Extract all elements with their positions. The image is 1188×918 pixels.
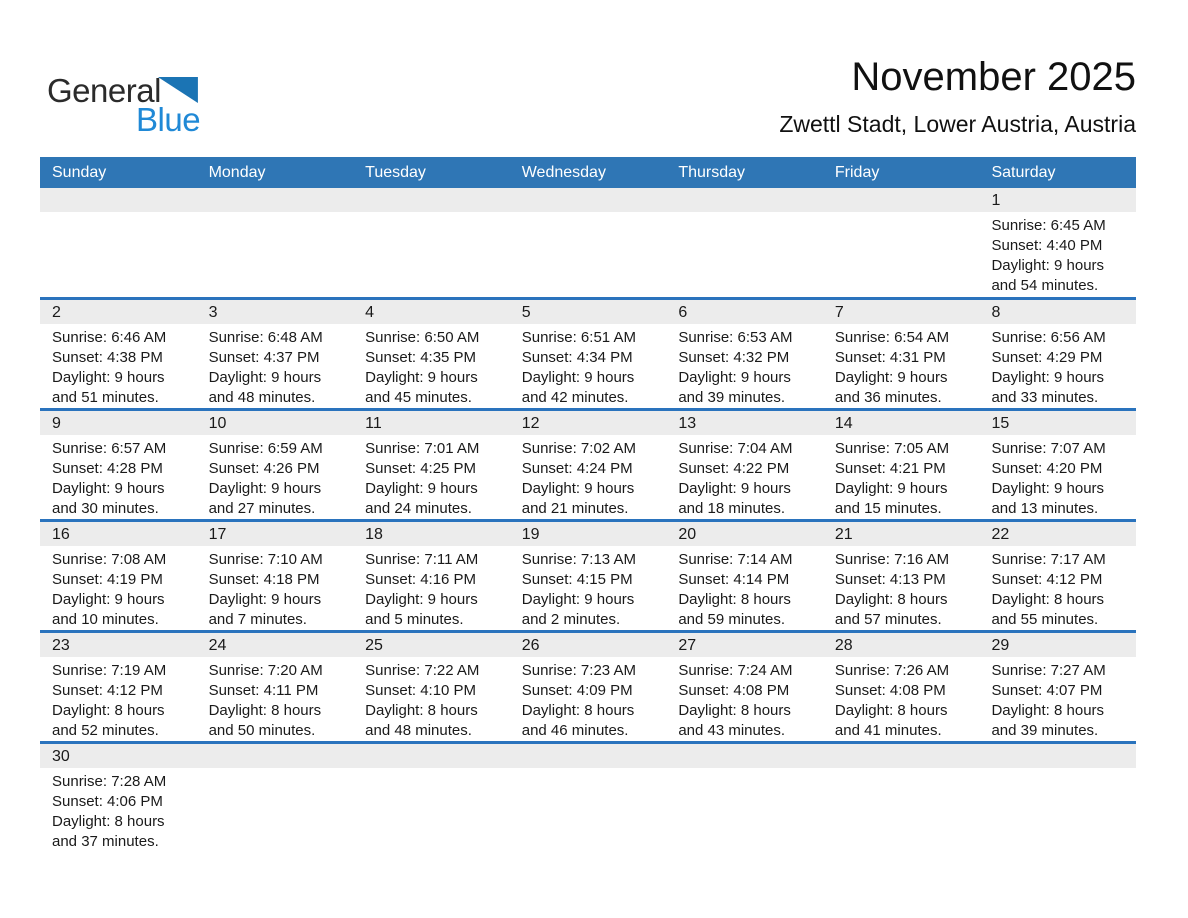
logo-triangle-icon [158, 77, 198, 103]
sunrise-text: Sunrise: 6:48 AM [208, 329, 323, 346]
sunset-text: Sunset: 4:18 PM [208, 571, 320, 588]
empty-cell [40, 188, 197, 297]
page-title: November 2025 [851, 55, 1136, 99]
sunrise-text: Sunrise: 7:07 AM [991, 440, 1106, 457]
week-row-6 [40, 741, 1136, 852]
sunset-text: Sunset: 4:28 PM [52, 460, 163, 477]
date-band-empty [823, 744, 980, 768]
empty-cell [197, 188, 354, 297]
week-row-5 [40, 630, 1136, 741]
date-number: 28 [823, 633, 980, 657]
weekday-header-thursday: Thursday [678, 163, 746, 181]
day-cell-15 [979, 411, 1136, 519]
day-info [40, 324, 197, 408]
sunset-text: Sunset: 4:10 PM [365, 682, 477, 699]
day-cell-14 [823, 411, 980, 519]
sunset-text: Sunset: 4:29 PM [991, 349, 1103, 366]
day-info [510, 435, 667, 519]
page-header [0, 0, 1188, 157]
day-info [666, 546, 823, 630]
empty-cell [823, 188, 980, 297]
sunset-text: Sunset: 4:32 PM [678, 349, 790, 366]
day-info-empty [979, 768, 1136, 772]
day-cell-2 [40, 300, 197, 408]
day-cell-28 [823, 633, 980, 741]
date-number: 24 [197, 633, 354, 657]
empty-cell [510, 188, 667, 297]
daylight-text: Daylight: 9 hours and 42 minutes. [521, 369, 635, 406]
sunrise-text: Sunrise: 7:13 AM [521, 551, 636, 568]
day-info [40, 435, 197, 519]
day-cell-8 [979, 300, 1136, 408]
date-band-empty [510, 744, 667, 768]
daylight-text: Daylight: 9 hours and 18 minutes. [678, 480, 791, 517]
sunrise-text: Sunrise: 7:19 AM [52, 662, 167, 679]
date-band-empty [666, 188, 823, 212]
date-number: 18 [353, 522, 510, 546]
date-band-empty [353, 188, 510, 212]
day-cell-17 [197, 522, 354, 630]
day-info-empty [353, 768, 510, 772]
date-number: 25 [353, 633, 510, 657]
sunrise-text: Sunrise: 7:17 AM [991, 551, 1106, 568]
day-info [197, 657, 354, 741]
date-number: 5 [510, 300, 667, 324]
date-number: 7 [823, 300, 980, 324]
daylight-text: Daylight: 9 hours and 13 minutes. [991, 480, 1105, 517]
sunset-text: Sunset: 4:37 PM [208, 349, 320, 366]
day-info-empty [666, 212, 823, 216]
day-info [197, 546, 354, 630]
weekday-header-saturday: Saturday [991, 163, 1056, 181]
sunset-text: Sunset: 4:24 PM [521, 460, 633, 477]
weekday-header-wednesday: Wednesday [521, 163, 606, 181]
sunset-text: Sunset: 4:14 PM [678, 571, 790, 588]
week-row-4 [40, 519, 1136, 630]
day-info-empty [823, 212, 980, 216]
date-number: 15 [979, 411, 1136, 435]
date-number: 10 [197, 411, 354, 435]
sunset-text: Sunset: 4:12 PM [52, 682, 163, 699]
day-info [979, 657, 1136, 741]
logo-word-blue: Blue [136, 101, 201, 138]
sunrise-text: Sunrise: 7:08 AM [52, 551, 167, 568]
sunset-text: Sunset: 4:22 PM [678, 460, 790, 477]
date-number: 16 [40, 522, 197, 546]
daylight-text: Daylight: 9 hours and 5 minutes. [365, 591, 478, 628]
daylight-text: Daylight: 8 hours and 48 minutes. [365, 702, 478, 739]
sunset-text: Sunset: 4:06 PM [52, 793, 163, 810]
daylight-text: Daylight: 8 hours and 46 minutes. [521, 702, 635, 739]
date-number: 22 [979, 522, 1136, 546]
daylight-text: Daylight: 9 hours and 7 minutes. [208, 591, 322, 628]
daylight-text: Daylight: 9 hours and 2 minutes. [521, 591, 635, 628]
sunrise-text: Sunrise: 6:59 AM [208, 440, 323, 457]
day-cell-23 [40, 633, 197, 741]
date-number: 19 [510, 522, 667, 546]
sunrise-text: Sunrise: 7:24 AM [678, 662, 793, 679]
day-info-empty [510, 212, 667, 216]
date-number: 26 [510, 633, 667, 657]
date-number: 8 [979, 300, 1136, 324]
date-number: 3 [197, 300, 354, 324]
calendar [40, 157, 1136, 852]
sunrise-text: Sunrise: 6:46 AM [52, 329, 167, 346]
sunrise-text: Sunrise: 7:05 AM [834, 440, 950, 457]
day-info [666, 324, 823, 408]
empty-cell [197, 744, 354, 852]
day-cell-1 [979, 188, 1136, 297]
day-cell-18 [353, 522, 510, 630]
day-info-empty [823, 768, 980, 772]
date-number: 21 [823, 522, 980, 546]
daylight-text: Daylight: 9 hours and 30 minutes. [52, 480, 165, 517]
day-info-empty [197, 768, 354, 772]
sunrise-text: Sunrise: 6:54 AM [834, 329, 950, 346]
day-cell-30 [40, 744, 197, 852]
day-info [40, 657, 197, 741]
sunset-text: Sunset: 4:08 PM [678, 682, 790, 699]
day-cell-5 [510, 300, 667, 408]
date-number: 1 [979, 188, 1136, 212]
weekday-header-tuesday: Tuesday [365, 163, 426, 181]
day-cell-20 [666, 522, 823, 630]
daylight-text: Daylight: 9 hours and 33 minutes. [991, 369, 1105, 406]
day-info [979, 435, 1136, 519]
day-cell-3 [197, 300, 354, 408]
weekday-header-monday: Monday [208, 163, 266, 181]
calendar-grid [40, 188, 1136, 852]
date-number: 23 [40, 633, 197, 657]
empty-cell [353, 188, 510, 297]
date-band-empty [666, 744, 823, 768]
day-info [510, 657, 667, 741]
date-number: 27 [666, 633, 823, 657]
sunrise-text: Sunrise: 7:14 AM [678, 551, 793, 568]
day-cell-4 [353, 300, 510, 408]
day-cell-10 [197, 411, 354, 519]
sunrise-text: Sunrise: 7:10 AM [208, 551, 323, 568]
sunrise-text: Sunrise: 7:01 AM [365, 440, 480, 457]
day-cell-24 [197, 633, 354, 741]
sunrise-text: Sunrise: 6:50 AM [365, 329, 480, 346]
sunrise-text: Sunrise: 7:27 AM [991, 662, 1106, 679]
day-info [353, 324, 510, 408]
date-band-empty [979, 744, 1136, 768]
date-band-empty [353, 744, 510, 768]
day-info-empty [197, 212, 354, 216]
sunset-text: Sunset: 4:21 PM [834, 460, 946, 477]
day-cell-6 [666, 300, 823, 408]
date-band-empty [197, 188, 354, 212]
day-cell-25 [353, 633, 510, 741]
day-cell-29 [979, 633, 1136, 741]
sunrise-text: Sunrise: 7:16 AM [834, 551, 950, 568]
sunset-text: Sunset: 4:11 PM [208, 682, 319, 699]
day-cell-11 [353, 411, 510, 519]
weekday-header-sunday: Sunday [52, 163, 107, 181]
day-cell-13 [666, 411, 823, 519]
daylight-text: Daylight: 9 hours and 51 minutes. [52, 369, 165, 406]
sunset-text: Sunset: 4:31 PM [834, 349, 946, 366]
sunrise-text: Sunrise: 6:51 AM [521, 329, 636, 346]
day-info [197, 324, 354, 408]
day-cell-22 [979, 522, 1136, 630]
daylight-text: Daylight: 9 hours and 15 minutes. [834, 480, 948, 517]
day-info [979, 212, 1136, 296]
day-cell-27 [666, 633, 823, 741]
day-info-empty [666, 768, 823, 772]
daylight-text: Daylight: 8 hours and 41 minutes. [834, 702, 948, 739]
day-cell-7 [823, 300, 980, 408]
empty-cell [979, 744, 1136, 852]
sunrise-text: Sunrise: 7:23 AM [521, 662, 636, 679]
daylight-text: Daylight: 8 hours and 52 minutes. [52, 702, 165, 739]
date-number: 29 [979, 633, 1136, 657]
day-info [40, 768, 197, 852]
sunrise-text: Sunrise: 7:02 AM [521, 440, 636, 457]
date-number: 11 [353, 411, 510, 435]
date-number: 2 [40, 300, 197, 324]
day-info-empty [40, 212, 197, 216]
sunset-text: Sunset: 4:15 PM [521, 571, 633, 588]
day-cell-9 [40, 411, 197, 519]
sunrise-text: Sunrise: 6:53 AM [678, 329, 793, 346]
general-blue-logo [47, 74, 200, 136]
date-band-empty [40, 188, 197, 212]
sunset-text: Sunset: 4:19 PM [52, 571, 163, 588]
day-info [823, 435, 980, 519]
sunrise-text: Sunrise: 7:11 AM [365, 551, 479, 568]
daylight-text: Daylight: 8 hours and 39 minutes. [991, 702, 1105, 739]
sunset-text: Sunset: 4:34 PM [521, 349, 633, 366]
day-info [40, 546, 197, 630]
title-block [779, 55, 1136, 138]
daylight-text: Daylight: 9 hours and 45 minutes. [365, 369, 478, 406]
sunrise-text: Sunrise: 7:28 AM [52, 773, 167, 790]
week-row-2 [40, 297, 1136, 408]
sunrise-text: Sunrise: 6:56 AM [991, 329, 1106, 346]
sunset-text: Sunset: 4:07 PM [991, 682, 1103, 699]
daylight-text: Daylight: 9 hours and 27 minutes. [208, 480, 322, 517]
date-band-empty [823, 188, 980, 212]
empty-cell [510, 744, 667, 852]
day-cell-16 [40, 522, 197, 630]
daylight-text: Daylight: 8 hours and 57 minutes. [834, 591, 948, 628]
date-number: 9 [40, 411, 197, 435]
daylight-text: Daylight: 8 hours and 37 minutes. [52, 813, 165, 850]
daylight-text: Daylight: 9 hours and 24 minutes. [365, 480, 478, 517]
daylight-text: Daylight: 8 hours and 43 minutes. [678, 702, 791, 739]
date-number: 30 [40, 744, 197, 768]
sunset-text: Sunset: 4:16 PM [365, 571, 477, 588]
empty-cell [823, 744, 980, 852]
daylight-text: Daylight: 8 hours and 59 minutes. [678, 591, 791, 628]
date-number: 17 [197, 522, 354, 546]
daylight-text: Daylight: 9 hours and 48 minutes. [208, 369, 322, 406]
day-info [823, 324, 980, 408]
daylight-text: Daylight: 9 hours and 21 minutes. [521, 480, 635, 517]
weekday-header-row [40, 157, 1136, 188]
day-info-empty [353, 212, 510, 216]
day-info [510, 546, 667, 630]
sunset-text: Sunset: 4:09 PM [521, 682, 633, 699]
sunrise-text: Sunrise: 7:04 AM [678, 440, 793, 457]
sunset-text: Sunset: 4:12 PM [991, 571, 1103, 588]
empty-cell [353, 744, 510, 852]
date-number: 14 [823, 411, 980, 435]
day-cell-12 [510, 411, 667, 519]
sunset-text: Sunset: 4:26 PM [208, 460, 320, 477]
day-info [823, 546, 980, 630]
day-info [979, 324, 1136, 408]
sunrise-text: Sunrise: 7:20 AM [208, 662, 323, 679]
date-number: 20 [666, 522, 823, 546]
sunrise-text: Sunrise: 7:26 AM [834, 662, 950, 679]
empty-cell [666, 188, 823, 297]
sunrise-text: Sunrise: 6:57 AM [52, 440, 167, 457]
day-cell-26 [510, 633, 667, 741]
day-info [353, 546, 510, 630]
sunset-text: Sunset: 4:40 PM [991, 237, 1103, 254]
day-info [666, 435, 823, 519]
daylight-text: Daylight: 8 hours and 50 minutes. [208, 702, 322, 739]
daylight-text: Daylight: 9 hours and 39 minutes. [678, 369, 791, 406]
day-info [197, 435, 354, 519]
page-subtitle: Zwettl Stadt, Lower Austria, Austria [779, 111, 1136, 137]
date-number: 12 [510, 411, 667, 435]
date-number: 6 [666, 300, 823, 324]
sunset-text: Sunset: 4:08 PM [834, 682, 946, 699]
sunrise-text: Sunrise: 7:22 AM [365, 662, 480, 679]
day-info [510, 324, 667, 408]
day-info [353, 435, 510, 519]
sunset-text: Sunset: 4:38 PM [52, 349, 163, 366]
day-cell-19 [510, 522, 667, 630]
sunset-text: Sunset: 4:35 PM [365, 349, 477, 366]
sunrise-text: Sunrise: 6:45 AM [991, 217, 1106, 234]
day-info [353, 657, 510, 741]
day-info [979, 546, 1136, 630]
daylight-text: Daylight: 9 hours and 54 minutes. [991, 257, 1105, 294]
sunset-text: Sunset: 4:13 PM [834, 571, 946, 588]
day-info [666, 657, 823, 741]
logo-word-general: General [47, 72, 161, 109]
date-band-empty [510, 188, 667, 212]
daylight-text: Daylight: 9 hours and 10 minutes. [52, 591, 165, 628]
sunset-text: Sunset: 4:25 PM [365, 460, 477, 477]
daylight-text: Daylight: 9 hours and 36 minutes. [834, 369, 948, 406]
daylight-text: Daylight: 8 hours and 55 minutes. [991, 591, 1105, 628]
sunset-text: Sunset: 4:20 PM [991, 460, 1103, 477]
day-cell-21 [823, 522, 980, 630]
week-row-3 [40, 408, 1136, 519]
day-info-empty [510, 768, 667, 772]
week-row-1 [40, 188, 1136, 297]
date-number: 13 [666, 411, 823, 435]
date-number: 4 [353, 300, 510, 324]
weekday-header-friday: Friday [834, 163, 880, 181]
day-info [823, 657, 980, 741]
empty-cell [666, 744, 823, 852]
date-band-empty [197, 744, 354, 768]
